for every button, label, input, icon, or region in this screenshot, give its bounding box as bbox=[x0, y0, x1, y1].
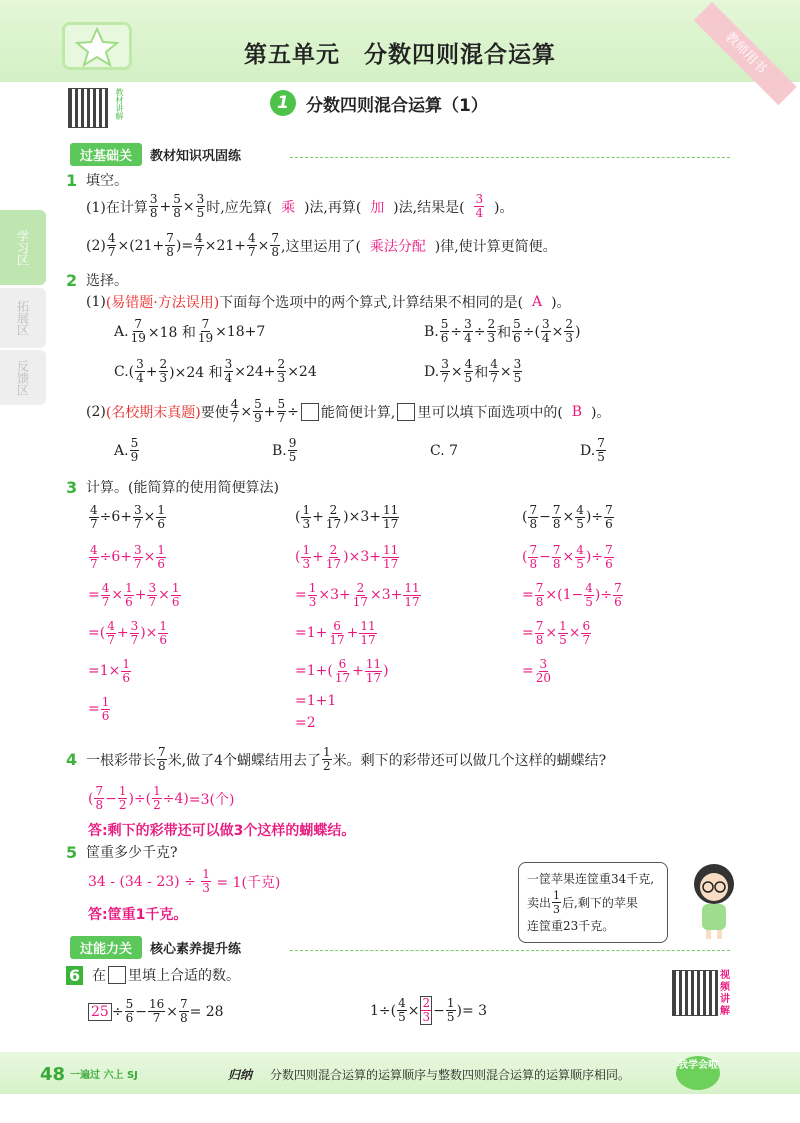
q6-expr2: 1÷( $\frac{4}{5}$ × $\frac{2}{3}$ − $\frac{1}{5}$ ) = 3 bbox=[370, 996, 488, 1024]
text: ,这里运用了( bbox=[281, 238, 361, 255]
lesson-number: 1 bbox=[270, 90, 296, 116]
q4-calc: ( $\frac{7}{8}$ − $\frac{1}{2}$ )÷( $\frac{1}{2}$ ÷4) =3(个) bbox=[88, 784, 235, 812]
option-label: B. bbox=[424, 323, 439, 340]
option-label: C. bbox=[114, 363, 129, 380]
section-badge: 过基础关 bbox=[70, 143, 142, 166]
text: = 1(千克) bbox=[216, 874, 281, 891]
q2-stem bbox=[66, 270, 128, 290]
option-2c[interactable] bbox=[430, 443, 458, 459]
page-title: 第五单元 分数四则混合运算 bbox=[244, 42, 556, 68]
text: (1)在计算 bbox=[86, 199, 148, 216]
answer-denominator: 3 bbox=[422, 1010, 431, 1024]
q1-stem bbox=[66, 170, 128, 190]
section-subtitle: 核心素养提升练 bbox=[150, 941, 242, 957]
option-label: A. bbox=[114, 323, 129, 340]
text: =3(个) bbox=[188, 791, 235, 808]
text: 能简便计算, bbox=[320, 404, 396, 421]
text: (2) bbox=[86, 403, 106, 420]
q4-answer: 答:剩下的彩带还可以做3个这样的蝴蝶结。 bbox=[88, 823, 356, 839]
q5-stem bbox=[66, 842, 178, 862]
text: )律,使计算更简便。 bbox=[434, 238, 557, 255]
option-label: C. 7 bbox=[430, 443, 459, 459]
page-number: 48 bbox=[40, 1064, 66, 1085]
question-number: 4 bbox=[66, 750, 78, 769]
note-text: 卖出 bbox=[527, 895, 552, 910]
corner-ribbon: 教师用书 bbox=[694, 2, 797, 105]
option-a[interactable]: A. $\frac{7}{19}$ ×18 和 $\frac{7}{19}$ ×18+7 bbox=[114, 317, 266, 345]
blank-box[interactable] bbox=[397, 403, 415, 421]
tag-label: (易错题·方法误用) bbox=[105, 295, 220, 311]
text: 要使 bbox=[200, 404, 229, 421]
text: )。 bbox=[493, 199, 514, 216]
option-c[interactable]: C. ( $\frac{3}{4}$ + $\frac{2}{3}$ )×24 和 $\frac{3}{4}$ ×24+ $\frac{2}{3}$ ×24 bbox=[114, 357, 317, 385]
answer: 加 bbox=[370, 199, 385, 216]
section-divider bbox=[290, 950, 730, 951]
tip-text: 分数四则混合运算的运算顺序与整数四则混合运算的运算顺序相同。 bbox=[270, 1068, 631, 1082]
option-2d[interactable]: D. $\frac{7}{5}$ bbox=[580, 436, 605, 464]
qr-code-icon[interactable] bbox=[672, 970, 718, 1016]
question-number: 5 bbox=[66, 842, 78, 862]
option-label: D. bbox=[424, 363, 440, 380]
note-text: 后,剩下的苹果 bbox=[562, 895, 638, 910]
q5-answer: 答:筐重1千克。 bbox=[88, 907, 188, 923]
girl-illustration bbox=[684, 860, 744, 944]
q3-stem bbox=[66, 477, 279, 497]
lesson-heading bbox=[270, 90, 488, 116]
note-line: 连筐重23千克。 bbox=[527, 919, 615, 933]
question-text: 筐重多少千克? bbox=[86, 845, 178, 861]
text: 下面每个选项中的两个算式,计算结果不相同的是( bbox=[219, 295, 524, 311]
q4-stem: 4 一根彩带长 $\frac{7}{8}$ 米,做了4个蝴蝶结用去了 $\frac{1}{2}$ 米。剩下的彩带还可以做几个这样的蝴蝶结? bbox=[66, 745, 607, 773]
answer-box[interactable]: 25 bbox=[88, 1003, 112, 1021]
q2-part2: (2) (名校期末真题) 要使 $\frac{4}{7}$ × $\frac{5}{9}$ + $\frac{5}{7}$ ÷ 能简便计算, 里可以填下面选项中的( B )。 bbox=[86, 397, 611, 425]
speech-bubble: 一筐苹果连筐重34千克, 卖出 $\frac{1}{3}$ 后,剩下的苹果 连筐重23千克。 bbox=[518, 862, 668, 943]
text: 一根彩带长 bbox=[86, 752, 157, 769]
blank-box[interactable] bbox=[301, 403, 319, 421]
qr-code-icon[interactable] bbox=[68, 88, 108, 128]
tip-label: 归纳 bbox=[228, 1068, 253, 1082]
question-text: 计算。(能简算的使用简便算法) bbox=[86, 480, 279, 496]
question-number: 6 bbox=[66, 966, 83, 985]
answer-numerator: 2 bbox=[422, 996, 431, 1010]
text: = 3 bbox=[461, 1002, 488, 1019]
section-divider bbox=[290, 157, 730, 158]
side-tab-study[interactable]: 学习区 bbox=[0, 210, 46, 285]
q6-stem bbox=[66, 965, 240, 985]
q2-part1 bbox=[86, 292, 571, 312]
learned-badge: 我学会啦 bbox=[676, 1056, 720, 1090]
section-badge: 过能力关 bbox=[70, 936, 142, 959]
text: 米,做了4个蝴蝶结用去了 bbox=[167, 752, 322, 769]
side-tab-expand[interactable]: 拓展区 bbox=[0, 288, 46, 348]
text: 时,应先算( bbox=[206, 199, 273, 216]
text: )。 bbox=[551, 295, 571, 311]
video-label: 视频讲解 bbox=[720, 970, 730, 1017]
qr-label: 教材讲解 bbox=[115, 88, 124, 120]
option-label: A. bbox=[114, 442, 129, 459]
text: )法,结果是( bbox=[393, 199, 465, 216]
option-2a[interactable]: A. $\frac{5}{9}$ bbox=[114, 436, 139, 464]
q6-expr1: 25 ÷ $\frac{5}{6}$ − $\frac{16}{7}$ × $\frac{7}{8}$ = 28 bbox=[88, 998, 224, 1025]
answer: 乘 bbox=[281, 199, 296, 216]
q5-calc: 34 - (34 - 23) ÷ $\frac{1}{3}$ = 1(千克) bbox=[88, 867, 281, 895]
answer: 乘法分配 bbox=[369, 238, 426, 255]
text: = 28 bbox=[189, 1003, 224, 1020]
text: 34 - (34 - 23) ÷ bbox=[88, 873, 196, 890]
blank-box bbox=[108, 966, 126, 984]
text: 在 bbox=[92, 968, 107, 984]
section-subtitle: 教材知识巩固练 bbox=[150, 148, 242, 164]
q1-part2: (2) $\frac{4}{7}$ ×(21+ $\frac{7}{8}$ )= $\frac{4}{7}$ ×21+ $\frac{4}{7}$ × $\frac{7}{8}$ ,这里运用了( 乘法分配 )律,使计算更简便。 bbox=[86, 231, 557, 259]
section-ability bbox=[70, 936, 241, 958]
lesson-title: 分数四则混合运算（1） bbox=[306, 95, 488, 116]
section-basic bbox=[70, 143, 241, 165]
q1-part1: (1)在计算 $\frac{3}{8}$ + $\frac{5}{8}$ × $\frac{3}{5}$ 时,应先算( 乘 )法,再算( 加 )法,结果是( $\frac{3}{4}$ )。 bbox=[86, 192, 514, 220]
q3-col1: $\frac{4}{7}$ ÷6+ $\frac{3}{7}$ × $\frac{1}{6}$ $\frac{4}{7}$ ÷6+ $\frac{3}{7}$ × $\frac{1}{6}$ = $\frac{4}{7}$ × $\frac{1}{6}$ + $\frac{3}{7}$ × $\frac{1}{6}$ =( $\frac{4}{7}$ + $\frac{3}{7}$ )× $\frac{1}{6}$ =1× $\frac{1}{6}$ = $\frac{1}{6}$ bbox=[88, 502, 180, 723]
brand-label: 一遍过 六上 SJ bbox=[70, 1070, 138, 1081]
text: (2) bbox=[86, 237, 106, 254]
q3-col2: ( $\frac{1}{3}$ + $\frac{2}{17}$ )×3+ $\frac{11}{17}$ ( $\frac{1}{3}$ + $\frac{2}{17}$ )×3+ $\frac{11}{17}$ = $\frac{1}{3}$ ×3+ $\frac{2}{17}$ ×3+ $\frac{11}{17}$ =1+ $\frac{6}{17}$ + $\frac{11}{17}$ =1+( $\frac{6}{17}$ + $\frac{11}{17}$ ) =1+1 =2 bbox=[295, 502, 420, 731]
question-number: 3 bbox=[66, 477, 78, 497]
side-tab-feedback[interactable]: 反馈区 bbox=[0, 350, 46, 405]
question-text: 填空。 bbox=[86, 173, 129, 189]
answer-fraction: $\frac{3}{4}$ bbox=[475, 192, 484, 220]
tag-label: (名校期末真题) bbox=[105, 404, 201, 421]
text: )。 bbox=[590, 404, 611, 421]
q3-col3: ( $\frac{7}{8}$ − $\frac{7}{8}$ × $\frac{4}{5}$ )÷ $\frac{7}{6}$ ( $\frac{7}{8}$ − $\frac{7}{8}$ × $\frac{4}{5}$ )÷ $\frac{7}{6}$ = $\frac{7}{8}$ ×(1− $\frac{4}{5}$ )÷ $\frac{7}{6}$ = $\frac{7}{8}$ × $\frac{1}{5}$ × $\frac{6}{7}$ = $\frac{3}{20}$ bbox=[522, 502, 622, 685]
answer-box[interactable] bbox=[420, 996, 432, 1025]
question-number: 1 bbox=[66, 170, 78, 190]
question-number: 2 bbox=[66, 270, 78, 290]
option-b[interactable]: B. $\frac{5}{6}$ ÷ $\frac{3}{4}$ ÷ $\frac{2}{3}$ 和 $\frac{5}{6}$ ÷( $\frac{3}{4}$ × $\frac{2}{3}$ ) bbox=[424, 317, 581, 345]
option-label: D. bbox=[580, 442, 596, 459]
answer: A bbox=[532, 294, 543, 310]
question-text: 选择。 bbox=[86, 273, 129, 289]
answer: B bbox=[571, 403, 583, 420]
text: 里填上合适的数。 bbox=[128, 968, 241, 984]
text: 米。剩下的彩带还可以做几个这样的蝴蝶结? bbox=[332, 752, 607, 769]
option-d[interactable]: D. $\frac{3}{7}$ × $\frac{4}{5}$ 和 $\frac{4}{7}$ × $\frac{3}{5}$ bbox=[424, 357, 522, 385]
note-line: 一筐苹果连筐重34千克, bbox=[527, 872, 655, 886]
text: 里可以填下面选项中的( bbox=[417, 404, 563, 421]
text: )法,再算( bbox=[303, 199, 362, 216]
option-label: B. bbox=[272, 442, 287, 459]
option-2b[interactable]: B. $\frac{9}{5}$ bbox=[272, 436, 297, 464]
text: (1) bbox=[86, 294, 106, 310]
